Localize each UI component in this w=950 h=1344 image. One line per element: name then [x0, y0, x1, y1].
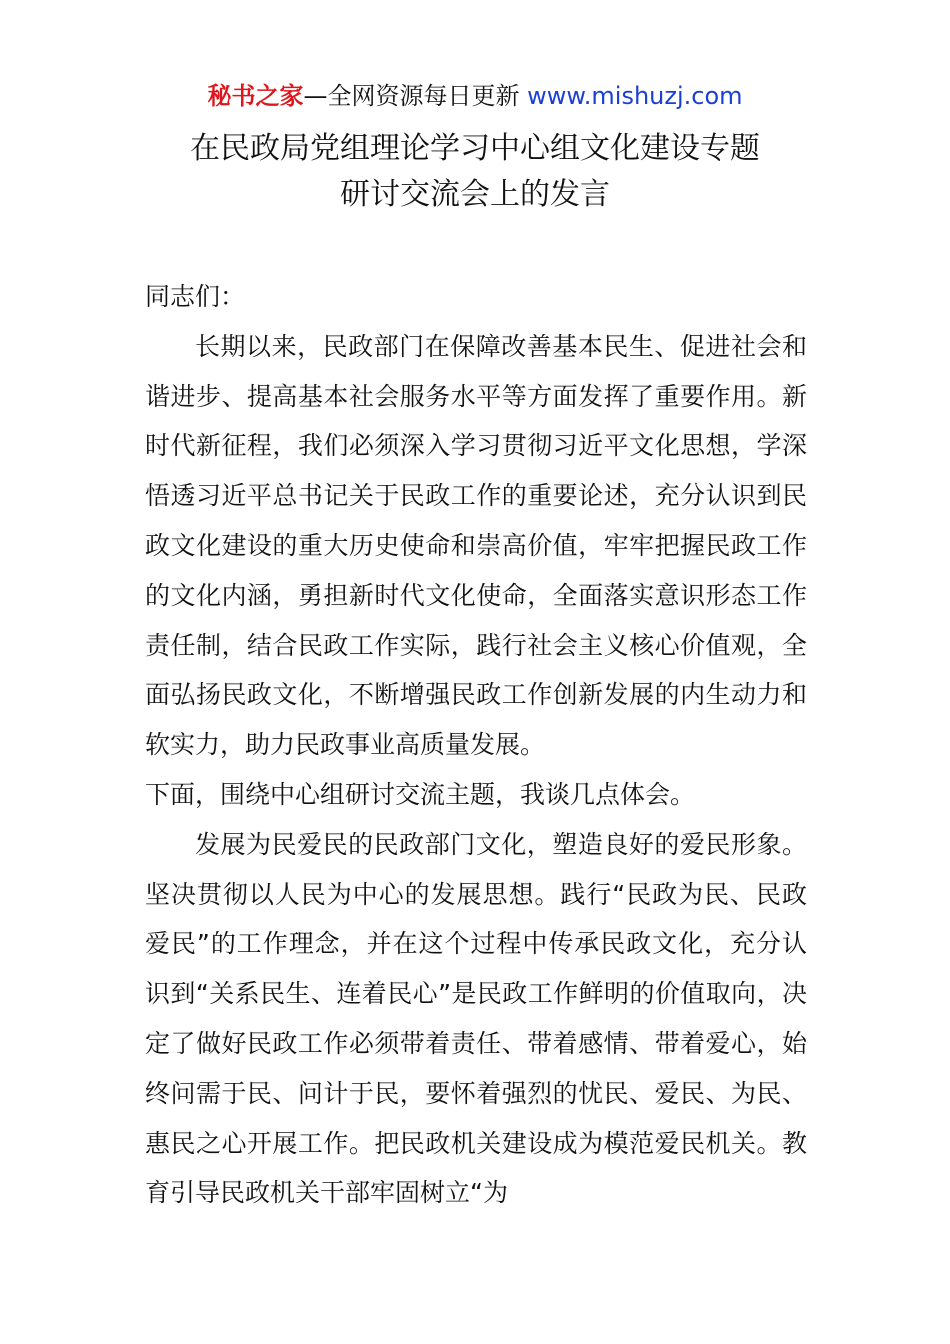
- paragraph-transition: 下面，围绕中心组研讨交流主题，我谈几点体会。: [145, 779, 696, 809]
- site-name: 秘书之家: [207, 82, 304, 110]
- paragraph-intro: 长期以来，民政部门在保障改善基本民生、促进社会和谐进步、提高基本社会服务水平等方面发挥了重要作用。新时代新征程，我们必须深入学习贯彻习近平文化思想，学深悟透习近平总书记关于民政工作的重要论述，充分认识到民政文化建设的重大历史使命和崇高价值，牢牢把握民政工作的文化内涵，勇担新时代文化使命，全面落实意识形态工作责任制，结合民政工作实际，践行社会主义核心价值观，全面弘扬民政文化，不断增强民政工作创新发展的内生动力和软实力，助力民政事业高质量发展。: [145, 331, 807, 760]
- site-tagline: —全网资源每日更新: [303, 82, 528, 110]
- salutation: 同志们：: [145, 282, 246, 311]
- title-line-2: 研讨交流会上的发言: [340, 177, 610, 212]
- site-header: [0, 80, 950, 112]
- site-url-link[interactable]: www.mishuzj.com: [527, 82, 743, 110]
- document-body: [145, 272, 807, 1218]
- title-line-1: 在民政局党组理论学习中心组文化建设专题: [190, 131, 760, 166]
- document-title: [0, 126, 950, 218]
- paragraph-culture: 发展为民爱民的民政部门文化，塑造良好的爱民形象。坚决贯彻以人民为中心的发展思想。践行“民政为民、民政爱民”的工作理念，并在这个过程中传承民政文化，充分认识到“关系民生、连着民心”是民政工作鲜明的价值取向，决定了做好民政工作必须带着责任、带着感情、带着爱心，始终问需于民、问计于民，要怀着强烈的忧民、爱民、为民、惠民之心开展工作。把民政机关建设成为模范爱民机关。教育引导民政机关干部牢固树立“为: [145, 829, 807, 1208]
